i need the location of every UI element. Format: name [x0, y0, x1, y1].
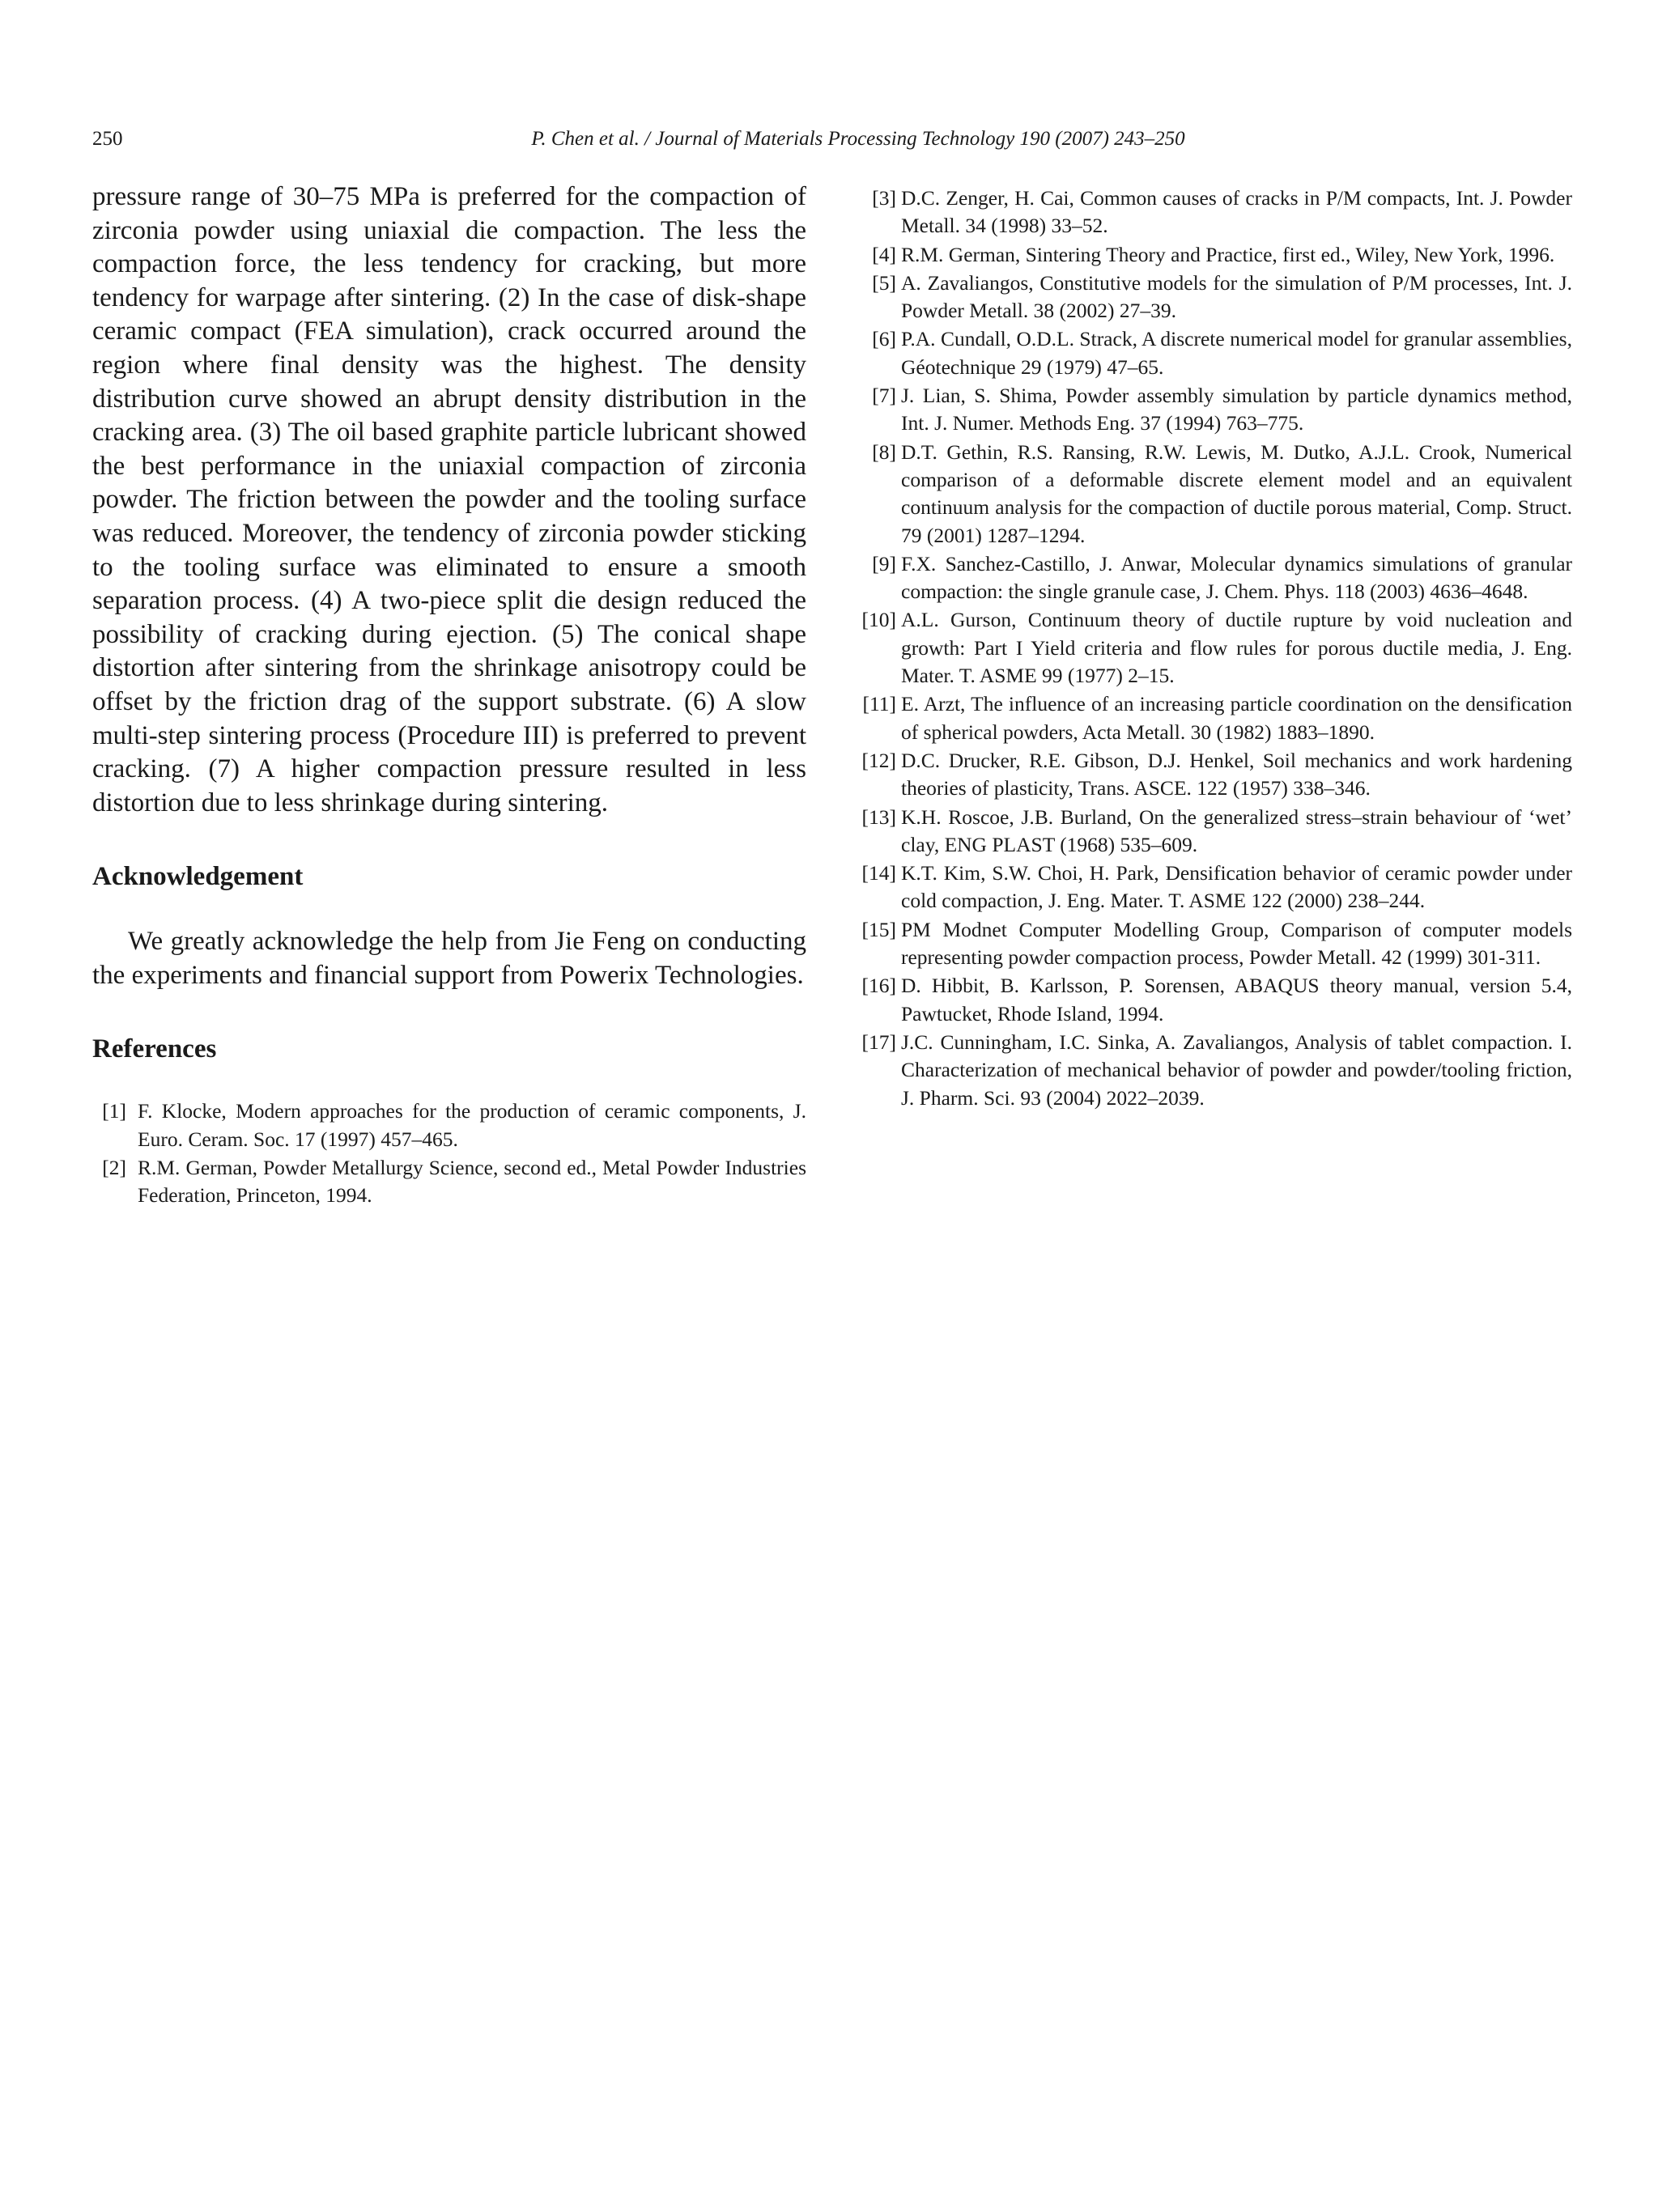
- acknowledgement-text: We greatly acknowledge the help from Jie Feng on conducting the experiments and financial support from Powerix Technologies.: [92, 927, 806, 990]
- reference-text: K.H. Roscoe, J.B. Burland, On the generalized stress–strain behaviour of ‘wet’ clay, ENG PLAST (1968) 535–609.: [901, 805, 1572, 856]
- reference-text: D.T. Gethin, R.S. Ransing, R.W. Lewis, M. Dutko, A.J.L. Crook, Numerical comparison of a deformable discrete element model and an equivalent continuum analysis for the compaction of ductile porous material, Comp. Struct. 79 (2001) 1287–1294.: [901, 439, 1572, 547]
- reference-item: [856, 439, 1572, 550]
- conclusion-paragraph: pressure range of 30–75 MPa is preferred for the compaction of zirconia powder using uniaxial die compaction. The less the compaction force, the less tendency for cracking, but more tendency for warpage after sintering. (2) In the case of disk-shape ceramic compact (FEA simulation), crack occurred around the region where final density was the highest. The density distribution curve showed an abrupt density distribution in the cracking area. (3) The oil based graphite particle lubricant showed the best performance in the uniaxial compaction of zirconia powder. The friction between the powder and the tooling surface was reduced. Moreover, the tendency of zirconia powder sticking to the tooling surface was eliminated to ensure a smooth separation process. (4) A two-piece split die design reduced the possibility of cracking during ejection. (5) The conical shape distortion after sintering from the shrinkage anisotropy could be offset by the friction drag of the support substrate. (6) A slow multi-step sintering process (Procedure III) is preferred to prevent cracking. (7) A higher compaction pressure resulted in less distortion due to less shrinkage during sintering.: [92, 182, 806, 817]
- reference-number: [16]: [861, 974, 896, 998]
- acknowledgement-heading: Acknowledgement: [92, 862, 304, 892]
- reference-item: [856, 860, 1572, 915]
- reference-text: A. Zavaliangos, Constitutive models for the simulation of P/M processes, Int. J. Powder Metall. 38 (2002) 27–39.: [901, 270, 1572, 323]
- reference-text: P.A. Cundall, O.D.L. Strack, A discrete numerical model for granular assemblies, Géotechnique 29 (1979) 47–65.: [901, 327, 1572, 379]
- reference-text: J.C. Cunningham, I.C. Sinka, A. Zavaliangos, Analysis of tablet compaction. I. Characterization of mechanical behavior of powder and powder/tooling friction, J. Pharm. Sci. 93 (2004) 2022–2039.: [901, 1030, 1572, 1110]
- references-heading: References: [92, 1034, 217, 1064]
- reference-item: [856, 972, 1572, 1028]
- reference-item: [92, 1154, 806, 1210]
- reference-item: [856, 241, 1572, 269]
- reference-text: R.M. German, Sintering Theory and Practice, first ed., Wiley, New York, 1996.: [901, 242, 1555, 266]
- reference-number: [2]: [102, 1156, 126, 1180]
- reference-number: [4]: [872, 242, 896, 266]
- reference-item: [856, 550, 1572, 606]
- reference-text: A.L. Gurson, Continuum theory of ductile rupture by void nucleation and growth: Part I Yield criteria and flow rules for porous ductile media, J. Eng. Mater. T. ASME 99 (1977) 2–15.: [901, 608, 1572, 688]
- reference-item: [856, 690, 1572, 746]
- reference-number: [11]: [862, 692, 896, 716]
- reference-number: [3]: [872, 186, 896, 210]
- reference-text: E. Arzt, The influence of an increasing particle coordination on the densification of spherical powders, Acta Metall. 30 (1982) 1883–1890.: [901, 692, 1572, 744]
- reference-number: [13]: [861, 805, 896, 829]
- reference-text: D.C. Zenger, H. Cai, Common causes of cracks in P/M compacts, Int. J. Powder Metall. 34 (1998) 33–52.: [901, 186, 1572, 238]
- reference-text: J. Lian, S. Shima, Powder assembly simulation by particle dynamics method, Int. J. Numer. Methods Eng. 37 (1994) 763–775.: [901, 384, 1572, 435]
- reference-text: F. Klocke, Modern approaches for the production of ceramic components, J. Euro. Ceram. Soc. 17 (1997) 457–465.: [138, 1099, 806, 1151]
- reference-text: R.M. German, Powder Metallurgy Science, second ed., Metal Powder Industries Federation, Princeton, 1994.: [138, 1156, 806, 1208]
- reference-text: K.T. Kim, S.W. Choi, H. Park, Densification behavior of ceramic powder under cold compaction, J. Eng. Mater. T. ASME 122 (2000) 238–244.: [901, 861, 1572, 913]
- reference-item: [856, 747, 1572, 803]
- reference-number: [15]: [861, 917, 896, 941]
- reference-item: [856, 1029, 1572, 1112]
- reference-item: [856, 382, 1572, 438]
- reference-number: [12]: [861, 748, 896, 772]
- reference-number: [7]: [872, 384, 896, 408]
- reference-number: [17]: [861, 1030, 896, 1054]
- left-column: [92, 180, 806, 1211]
- reference-number: [14]: [861, 861, 896, 885]
- running-head: P. Chen et al. / Journal of Materials Processing Technology 190 (2007) 243–250: [531, 128, 1185, 150]
- reference-item: [856, 185, 1572, 240]
- reference-number: [8]: [872, 439, 896, 464]
- reference-number: [1]: [102, 1099, 126, 1123]
- reference-number: [6]: [872, 327, 896, 351]
- reference-item: [856, 916, 1572, 972]
- reference-list-right: [856, 185, 1572, 1112]
- page-number: 250: [92, 128, 123, 150]
- right-column: [856, 185, 1572, 1113]
- reference-number: [9]: [872, 551, 896, 575]
- reference-item: [856, 804, 1572, 860]
- reference-number: [10]: [861, 608, 896, 632]
- reference-text: PM Modnet Computer Modelling Group, Comparison of computer models representing powder compaction process, Powder Metall. 42 (1999) 301-311.: [901, 917, 1572, 970]
- reference-text: D.C. Drucker, R.E. Gibson, D.J. Henkel, Soil mechanics and work hardening theories of plasticity, Trans. ASCE. 122 (1957) 338–346.: [901, 748, 1572, 800]
- reference-item: [856, 606, 1572, 690]
- reference-item: [856, 270, 1572, 325]
- reference-item: [92, 1098, 806, 1153]
- reference-item: [856, 325, 1572, 381]
- reference-list-left: [92, 1098, 806, 1209]
- reference-text: F.X. Sanchez-Castillo, J. Anwar, Molecular dynamics simulations of granular compaction: the single granule case, J. Chem. Phys. 118 (2003) 4636–4648.: [901, 551, 1572, 604]
- reference-number: [5]: [872, 270, 896, 295]
- reference-text: D. Hibbit, B. Karlsson, P. Sorensen, ABAQUS theory manual, version 5.4, Pawtucket, Rhode Island, 1994.: [901, 974, 1572, 1025]
